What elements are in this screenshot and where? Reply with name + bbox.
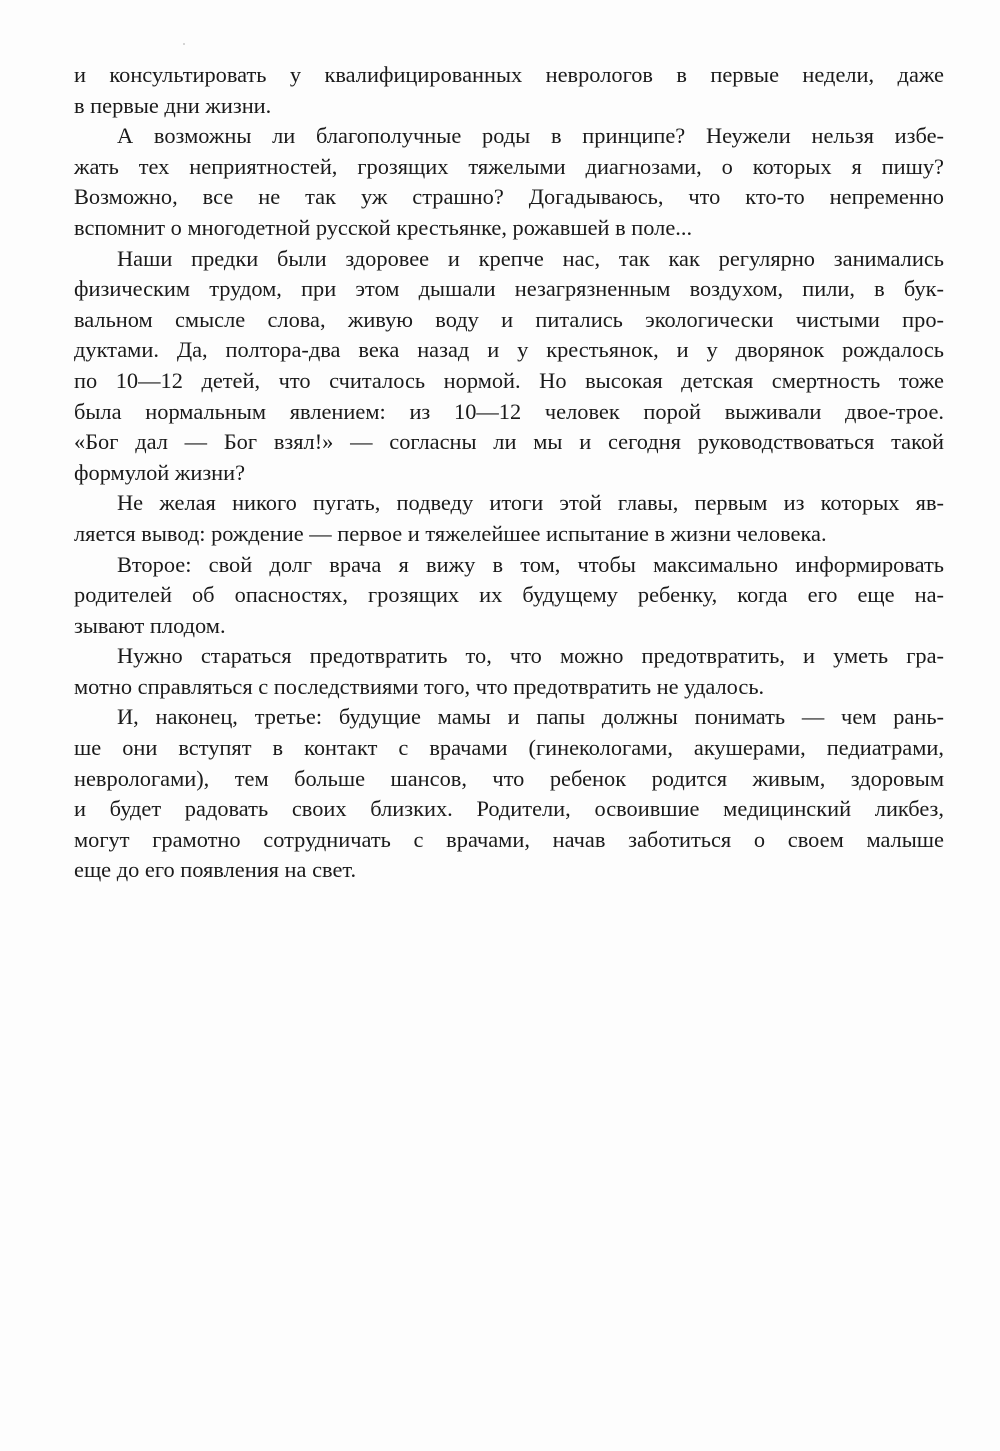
text-line: И, наконец, третье: будущие мамы и папы должны понимать — чем рань- xyxy=(117,704,944,730)
text-line: вспомнит о многодетной русской крестьянке, рожавшей в поле... xyxy=(74,214,693,240)
text-line: дуктами. Да, полтора-два века назад и у крестьянок, и у дворянок рождалось xyxy=(74,337,944,363)
text-line: родителей об опасностях, грозящих их будущему ребенку, когда его еще на- xyxy=(74,582,944,608)
text-line: вальном смысле слова, живую воду и питались экологически чистыми про- xyxy=(74,306,944,332)
text-line: Второе: свой долг врача я вижу в том, чтобы максимально информировать xyxy=(117,551,944,577)
text-line: жать тех неприятностей, грозящих тяжелыми диагнозами, о которых я пишу? xyxy=(74,153,944,179)
scan-speck xyxy=(183,43,185,45)
text-line: формулой жизни? xyxy=(74,459,246,485)
text-line: Не желая никого пугать, подведу итоги этой главы, первым из которых яв- xyxy=(117,490,944,516)
text-line: ляется вывод: рождение — первое и тяжелейшее испытание в жизни человека. xyxy=(74,520,827,546)
text-line: была нормальным явлением: из 10—12 человек порой выживали двое-трое. xyxy=(74,398,944,424)
paragraph-7 xyxy=(74,702,944,886)
text-line: и будет радовать своих близких. Родители, освоившие медицинский ликбез, xyxy=(74,796,944,822)
text-line: могут грамотно сотрудничать с врачами, начав заботиться о своем малыше xyxy=(74,826,944,852)
text-line: А возможны ли благополучные роды в принципе? Неужели нельзя избе- xyxy=(117,123,944,149)
text-line: еще до его появления на свет. xyxy=(74,857,357,883)
text-line: в первые дни жизни. xyxy=(74,92,272,118)
text-line: неврологами), тем больше шансов, что ребенок родится живым, здоровым xyxy=(74,765,944,791)
text-line: Нужно стараться предотвратить то, что можно предотвратить, и уметь гра- xyxy=(117,643,944,669)
text-line: Наши предки были здоровее и крепче нас, так как регулярно занимались xyxy=(117,245,944,271)
text-line: ше они вступят в контакт с врачами (гинекологами, акушерами, педиатрами, xyxy=(74,735,944,761)
text-line: и консультировать у квалифицированных неврологов в первые недели, даже xyxy=(74,62,944,87)
text-line: физическим трудом, при этом дышали незагрязненным воздухом, пили, в бук- xyxy=(74,276,944,302)
body-text xyxy=(74,60,944,886)
text-line: мотно справляться с последствиями того, что предотвратить не удалось. xyxy=(74,673,765,699)
text-line: Возможно, все не так уж страшно? Догадываюсь, что кто-то непременно xyxy=(74,184,944,210)
paragraph-6 xyxy=(74,641,944,702)
paragraph-3 xyxy=(74,244,944,489)
text-line: по 10—12 детей, что считалось нормой. Но высокая детская смертность тоже xyxy=(74,367,944,393)
paragraph-4 xyxy=(74,488,944,549)
text-line: зывают плодом. xyxy=(74,612,226,638)
text-line: «Бог дал — Бог взял!» — согласны ли мы и сегодня руководствоваться такой xyxy=(74,429,944,455)
paragraph-1 xyxy=(74,60,944,121)
paragraph-2 xyxy=(74,121,944,243)
paragraph-5 xyxy=(74,550,944,642)
